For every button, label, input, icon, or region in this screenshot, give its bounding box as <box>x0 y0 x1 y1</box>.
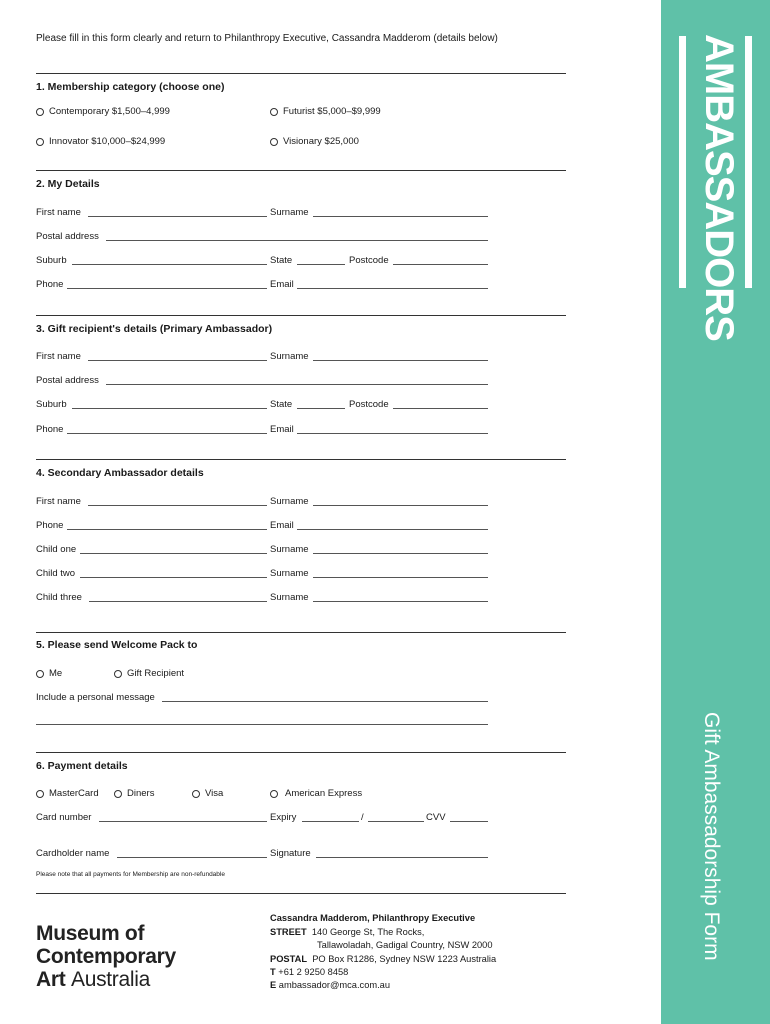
secondary-surname-field[interactable] <box>313 505 488 506</box>
message-field[interactable] <box>162 701 488 702</box>
radio-american-express[interactable] <box>270 790 278 798</box>
contact-name: Cassandra Madderom, Philanthropy Executive <box>270 913 476 923</box>
expiry-month-field[interactable] <box>302 821 359 822</box>
first-name-field[interactable] <box>88 216 267 217</box>
secondary-email-field[interactable] <box>297 529 488 530</box>
cvv-field[interactable] <box>450 821 488 822</box>
radio-mastercard[interactable] <box>36 790 44 798</box>
intro-text: Please fill in this form clearly and return to Philanthropy Executive, Cassandra Madderom (details below) <box>36 33 498 44</box>
postcode-label: Postcode <box>349 255 389 266</box>
band-title: AMBASSADORS <box>697 34 741 341</box>
band-bar-right <box>745 36 752 288</box>
radio-gift-recipient[interactable] <box>114 670 122 678</box>
child-three-surname-field[interactable] <box>313 601 488 602</box>
recipient-email-field[interactable] <box>297 433 488 434</box>
signature-field[interactable] <box>316 857 488 858</box>
contact-phone <box>270 967 348 977</box>
diners-label: Diners <box>127 788 155 799</box>
first-name-label: First name <box>36 496 81 507</box>
child-one-label: Child one <box>36 544 77 555</box>
cardholder-name-label: Cardholder name <box>36 848 110 859</box>
radio-visionary[interactable] <box>270 138 278 146</box>
state-field[interactable] <box>297 264 345 265</box>
recipient-surname-field[interactable] <box>313 360 488 361</box>
non-refundable-note: Please note that all payments for Membership are non-refundable <box>36 871 225 878</box>
option-me-label: Me <box>49 668 63 679</box>
expiry-label: Expiry <box>270 812 297 823</box>
option-visionary-label: Visionary $25,000 <box>283 136 359 147</box>
logo-line-1: Museum of <box>36 922 145 945</box>
suburb-field[interactable] <box>72 264 267 265</box>
radio-innovator[interactable] <box>36 138 44 146</box>
surname-label: Surname <box>270 568 309 579</box>
section-divider <box>36 893 566 894</box>
section-5-heading: 5. Please send Welcome Pack to <box>36 639 198 651</box>
message-field-line-2[interactable] <box>36 724 488 725</box>
phone-prefix: T <box>270 967 276 977</box>
radio-contemporary[interactable] <box>36 108 44 116</box>
child-one-field[interactable] <box>80 553 267 554</box>
cardholder-name-field[interactable] <box>117 857 267 858</box>
band-bar-left <box>679 36 686 288</box>
email-label: Email <box>270 279 294 290</box>
postal-label: POSTAL <box>270 954 308 964</box>
postal-address-field[interactable] <box>106 240 488 241</box>
phone-label: Phone <box>36 520 64 531</box>
option-innovator-label: Innovator $10,000–$24,999 <box>49 136 166 147</box>
expiry-separator: / <box>361 812 364 823</box>
phone-number: +61 2 9250 8458 <box>278 967 349 977</box>
recipient-phone-field[interactable] <box>67 433 267 434</box>
street-label: STREET <box>270 927 307 937</box>
child-two-label: Child two <box>36 568 76 579</box>
logo-line-3 <box>36 968 150 992</box>
section-divider <box>36 459 566 460</box>
recipient-suburb-field[interactable] <box>72 408 267 409</box>
logo-australia: Australia <box>70 968 150 991</box>
logo-line-2: Contemporary <box>36 945 176 968</box>
email-field[interactable] <box>297 288 488 289</box>
postcode-field[interactable] <box>393 264 488 265</box>
option-futurist-label: Futurist $5,000–$9,999 <box>283 106 381 117</box>
section-divider <box>36 752 566 753</box>
surname-label: Surname <box>270 496 309 507</box>
side-band <box>661 0 770 1024</box>
street-line-1: 140 George St, The Rocks, <box>311 927 425 937</box>
recipient-first-name-field[interactable] <box>88 360 267 361</box>
contact-street <box>270 927 424 937</box>
email-label: Email <box>270 520 294 531</box>
child-two-surname-field[interactable] <box>313 577 488 578</box>
first-name-label: First name <box>36 207 81 218</box>
suburb-label: Suburb <box>36 255 67 266</box>
street-line-2: Tallawoladah, Gadigal Country, NSW 2000 <box>317 940 493 950</box>
section-divider <box>36 73 566 74</box>
phone-label: Phone <box>36 424 64 435</box>
suburb-label: Suburb <box>36 399 67 410</box>
section-divider <box>36 632 566 633</box>
section-1-heading: 1. Membership category (choose one) <box>36 81 225 93</box>
mastercard-label: MasterCard <box>49 788 99 799</box>
visa-label: Visa <box>205 788 224 799</box>
secondary-first-name-field[interactable] <box>88 505 267 506</box>
postal-address: PO Box R1286, Sydney NSW 1223 Australia <box>312 954 497 964</box>
email-label: Email <box>270 424 294 435</box>
state-label: State <box>270 255 293 266</box>
surname-label: Surname <box>270 544 309 555</box>
surname-label: Surname <box>270 351 309 362</box>
band-subtitle: Gift Ambassadorship Form <box>700 712 723 961</box>
section-3-heading: 3. Gift recipient's details (Primary Ambassador) <box>36 323 273 335</box>
phone-label: Phone <box>36 279 64 290</box>
child-three-field[interactable] <box>89 601 267 602</box>
postal-address-label: Postal address <box>36 375 99 386</box>
logo-art: Art <box>36 968 66 991</box>
postcode-label: Postcode <box>349 399 389 410</box>
section-6-heading: 6. Payment details <box>36 760 128 772</box>
email-prefix: E <box>270 980 277 990</box>
radio-me[interactable] <box>36 670 44 678</box>
section-divider <box>36 315 566 316</box>
message-label: Include a personal message <box>36 692 155 703</box>
state-label: State <box>270 399 293 410</box>
child-two-field[interactable] <box>80 577 267 578</box>
recipient-postal-address-field[interactable] <box>106 384 488 385</box>
radio-futurist[interactable] <box>270 108 278 116</box>
section-2-heading: 2. My Details <box>36 178 100 190</box>
surname-label: Surname <box>270 207 309 218</box>
recipient-state-field[interactable] <box>297 408 345 409</box>
cvv-label: CVV <box>426 812 446 823</box>
email-address[interactable]: ambassador@mca.com.au <box>278 980 391 990</box>
recipient-postcode-field[interactable] <box>393 408 488 409</box>
surname-field[interactable] <box>313 216 488 217</box>
surname-label: Surname <box>270 592 309 603</box>
expiry-year-field[interactable] <box>368 821 424 822</box>
radio-diners[interactable] <box>114 790 122 798</box>
child-three-label: Child three <box>36 592 82 603</box>
section-4-heading: 4. Secondary Ambassador details <box>36 467 204 479</box>
child-one-surname-field[interactable] <box>313 553 488 554</box>
section-divider <box>36 170 566 171</box>
contact-postal <box>270 954 496 964</box>
postal-address-label: Postal address <box>36 231 99 242</box>
secondary-phone-field[interactable] <box>67 529 267 530</box>
card-number-label: Card number <box>36 812 92 823</box>
option-gift-recipient-label: Gift Recipient <box>127 668 185 679</box>
option-contemporary-label: Contemporary $1,500–4,999 <box>49 106 170 117</box>
first-name-label: First name <box>36 351 81 362</box>
card-number-field[interactable] <box>99 821 267 822</box>
phone-field[interactable] <box>67 288 267 289</box>
signature-label: Signature <box>270 848 311 859</box>
radio-visa[interactable] <box>192 790 200 798</box>
contact-email <box>270 980 390 990</box>
american-express-label: American Express <box>285 788 363 799</box>
